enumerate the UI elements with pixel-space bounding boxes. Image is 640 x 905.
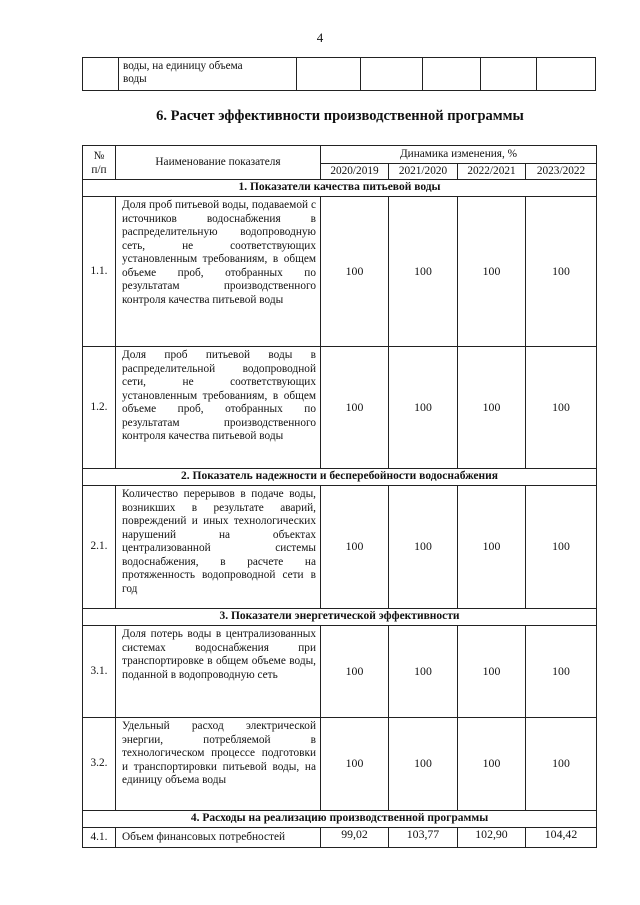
row-value: 100: [389, 486, 458, 609]
row-value: 100: [458, 626, 526, 718]
previous-table-fragment: [82, 57, 596, 91]
row-num: 2.1.: [83, 486, 116, 609]
header-year: 2020/2019: [321, 164, 389, 180]
fragment-empty-cell: [481, 58, 537, 91]
efficiency-table: [82, 145, 597, 848]
row-name: Доля проб питьевой воды в распределительной водопроводной сети, не соответствующих установленным требованиям, в общем объеме проб, отобранных по результатам производственного контроля качества питьевой воды: [116, 347, 321, 469]
row-value: 100: [458, 347, 526, 469]
fragment-empty-cell: [297, 58, 361, 91]
row-value: 100: [526, 486, 597, 609]
row-name: Доля потерь воды в централизованных системах водоснабжения при транспортировке в общем объеме воды, поданной в водопроводную сеть: [116, 626, 321, 718]
fragment-label-line2: воды: [123, 73, 147, 85]
table-row: [83, 347, 597, 469]
row-value: 100: [458, 718, 526, 811]
header-year: 2023/2022: [526, 164, 597, 180]
row-value: 100: [458, 197, 526, 347]
section-heading: 6. Расчет эффективности производственной программы: [156, 108, 524, 124]
table-row: [83, 828, 597, 848]
section-row-title: 2. Показатель надежности и бесперебойности водоснабжения: [83, 469, 597, 486]
row-value: 100: [389, 347, 458, 469]
row-value: 100: [321, 197, 389, 347]
row-value: 99,02: [321, 828, 389, 848]
page-number: 4: [316, 30, 324, 45]
row-num: 3.2.: [83, 718, 116, 811]
row-num: 4.1.: [83, 828, 116, 848]
row-value: 100: [526, 718, 597, 811]
header-num-line2: п/п: [91, 163, 107, 176]
fragment-num-cell: [83, 58, 119, 91]
row-value: 100: [526, 347, 597, 469]
header-dynamics: Динамика изменения, %: [321, 146, 597, 164]
row-name: Доля проб питьевой воды, подаваемой с источников водоснабжения в распределительную водопроводную сеть, не соответствующих установленным требованиям, в общем объеме проб, отобранных по результатам производственного контроля качества питьевой воды: [116, 197, 321, 347]
section-row-title: 3. Показатели энергетической эффективности: [83, 609, 597, 626]
row-value: 100: [458, 486, 526, 609]
row-value: 100: [389, 197, 458, 347]
row-value: 100: [389, 626, 458, 718]
row-value: 100: [321, 626, 389, 718]
header-year: 2021/2020: [389, 164, 458, 180]
row-num: 3.1.: [83, 626, 116, 718]
table-row: [83, 486, 597, 609]
row-value: 104,42: [526, 828, 597, 848]
row-name: Объем финансовых потребностей: [116, 828, 321, 848]
header-num-line1: №: [93, 149, 105, 162]
row-num: 1.2.: [83, 347, 116, 469]
row-value: 100: [321, 718, 389, 811]
row-name: Удельный расход электрической энергии, потребляемой в технологическом процессе подготовки и транспортировки питьевой воды, на единицу объема воды: [116, 718, 321, 811]
fragment-label-cell: [119, 58, 297, 91]
row-value: 100: [526, 626, 597, 718]
section-row-title: 1. Показатели качества питьевой воды: [83, 180, 597, 197]
header-num: [83, 146, 116, 180]
row-value: 100: [526, 197, 597, 347]
fragment-empty-cell: [423, 58, 481, 91]
row-value: 102,90: [458, 828, 526, 848]
fragment-empty-cell: [361, 58, 423, 91]
row-name: Количество перерывов в подаче воды, возникших в результате аварий, повреждений и иных технологических нарушений на объектах централизованной системы водоснабжения, в расчете на протяженность водопроводной сети в год: [116, 486, 321, 609]
row-value: 100: [389, 718, 458, 811]
header-name: Наименование показателя: [116, 146, 321, 180]
table-row: [83, 197, 597, 347]
row-value: 100: [321, 486, 389, 609]
fragment-label-line1: воды, на единицу объема: [123, 60, 243, 72]
row-value: 103,77: [389, 828, 458, 848]
row-value: 100: [321, 347, 389, 469]
fragment-empty-cell: [537, 58, 596, 91]
table-row: [83, 626, 597, 718]
section-row-title: 4. Расходы на реализацию производственной программы: [83, 811, 597, 828]
table-row: [83, 718, 597, 811]
row-num: 1.1.: [83, 197, 116, 347]
header-year: 2022/2021: [458, 164, 526, 180]
